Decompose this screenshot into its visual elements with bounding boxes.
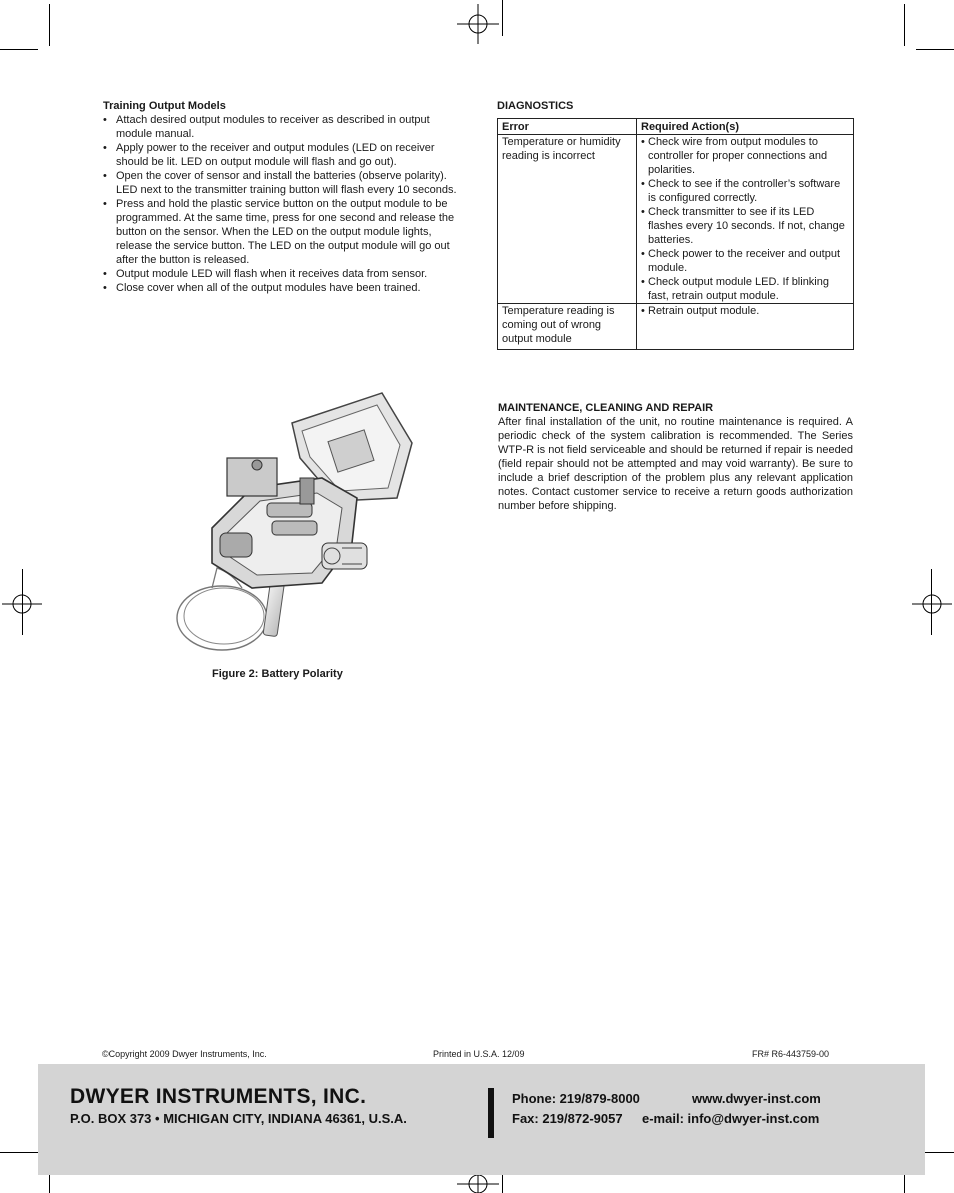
figure-caption: Figure 2: Battery Polarity	[212, 668, 343, 680]
column-header-action: Required Action(s)	[637, 119, 854, 135]
phone-text: Phone: 219/879-8000	[512, 1091, 640, 1106]
sensor-illustration	[172, 383, 424, 655]
action-cell	[637, 135, 854, 304]
action-cell	[637, 304, 854, 350]
column-header-error: Error	[498, 119, 637, 135]
maintenance-title: MAINTENANCE, CLEANING AND REPAIR	[498, 402, 714, 414]
website-link[interactable]: www.dwyer-inst.com	[692, 1091, 821, 1106]
action-item: • Check power to the receiver and output module.	[648, 247, 849, 275]
company-address: P.O. BOX 373 • MICHIGAN CITY, INDIANA 46361, U.S.A.	[70, 1111, 407, 1126]
copyright-text: ©Copyright 2009 Dwyer Instruments, Inc.	[102, 1049, 267, 1059]
registration-mark-top	[455, 4, 501, 44]
table-row	[498, 304, 854, 350]
action-item: • Check transmitter to see if its LED flashes every 10 seconds. If not, change batteries.	[648, 205, 849, 247]
email-link[interactable]: e-mail: info@dwyer-inst.com	[642, 1111, 820, 1126]
action-item: • Retrain output module.	[648, 304, 849, 318]
fr-number: FR# R6-443759-00	[752, 1049, 830, 1059]
registration-mark-right	[912, 584, 952, 624]
list-item: • Close cover when all of the output modules have been trained.	[116, 281, 459, 295]
footer-divider	[488, 1088, 494, 1138]
training-title: Training Output Models	[103, 100, 226, 112]
list-item: • Output module LED will flash when it receives data from sensor.	[116, 267, 459, 281]
maintenance-text: After final installation of the unit, no routine maintenance is required. A periodic check of the system calibration is recommended. The Series WTP-R is not field serviceable and should be returned if repair is needed (field repair should not be attempted and may void warranty). Be sure to include a brief description of the problem plus any relevant application notes. Contact customer service to receive a return goods authorization number before shipping.	[498, 416, 853, 512]
maintenance-section	[498, 401, 853, 513]
training-list	[103, 113, 459, 295]
diagnostics-title: DIAGNOSTICS	[497, 100, 574, 112]
action-item: • Check to see if the controller’s software is configured correctly.	[648, 177, 849, 205]
list-item: • Open the cover of sensor and install the batteries (observe polarity). LED next to the transmitter training button will flash every 10 seconds.	[116, 169, 459, 197]
printed-text: Printed in U.S.A. 12/09	[433, 1049, 525, 1059]
company-name: DWYER INSTRUMENTS, INC.	[70, 1085, 367, 1108]
diagnostics-table	[497, 118, 854, 350]
fax-text: Fax: 219/872-9057	[512, 1111, 623, 1126]
list-item: • Apply power to the receiver and output modules (LED on receiver should be lit. LED on output module will flash and go out).	[116, 141, 459, 169]
table-header-row	[498, 119, 854, 135]
error-cell: Temperature or humidity reading is incorrect	[498, 135, 637, 304]
table-row	[498, 135, 854, 304]
list-item: • Attach desired output modules to receiver as described in output module manual.	[116, 113, 459, 141]
training-section	[103, 99, 459, 295]
diagnostics-section	[497, 99, 854, 350]
registration-mark-left	[2, 584, 42, 624]
action-item: • Check output module LED. If blinking fast, retrain output module.	[648, 275, 849, 303]
error-cell: Temperature reading is coming out of wrong output module	[498, 304, 637, 350]
action-item: • Check wire from output modules to controller for proper connections and polarities.	[648, 135, 849, 177]
battery-polarity-figure	[172, 383, 424, 655]
list-item: • Press and hold the plastic service button on the output module to be programmed. At the same time, press for one second and release the button on the sensor. When the LED on the output module lights, release the service button. The LED on the output module will go out after the button is released.	[116, 197, 459, 267]
